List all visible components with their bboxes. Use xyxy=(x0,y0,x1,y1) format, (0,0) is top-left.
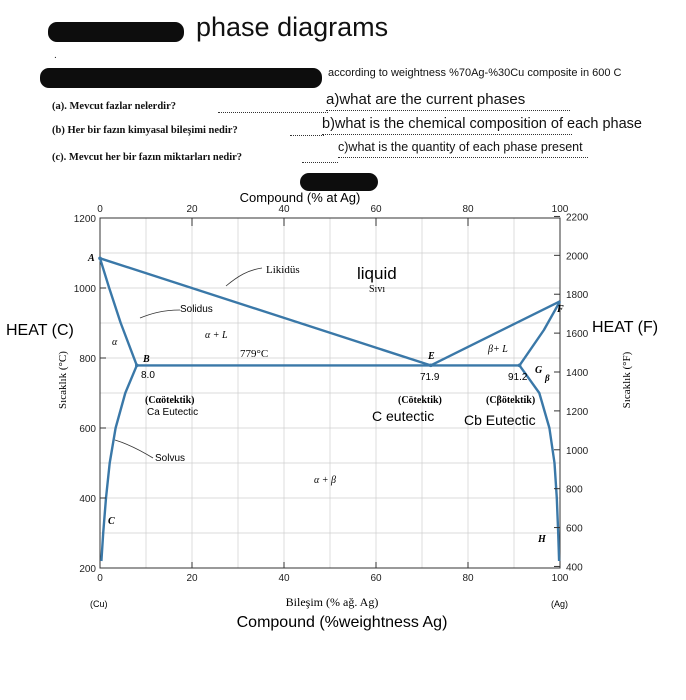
top-axis-title: Compound (% at Ag) xyxy=(239,190,361,205)
page-title: phase diagrams xyxy=(196,12,389,42)
y-tick-right-label: 800 xyxy=(566,484,583,496)
y-tick-left-label: 1200 xyxy=(73,214,96,225)
question-b-english: b)what is the chemical composition of each phase xyxy=(322,116,642,132)
composition-g-value: 91.2 xyxy=(508,372,528,383)
y-tick-left-label: 200 xyxy=(79,564,96,575)
cb-eutectic-label: Cb Eutectic xyxy=(464,412,536,428)
question-a-turkish: (a). Mevcut fazlar nelerdir? xyxy=(52,101,177,112)
point-label-c: C xyxy=(108,516,115,527)
x-tick-bottom-label: 100 xyxy=(551,573,569,584)
x-tick-top-label: 80 xyxy=(462,204,474,215)
x-tick-top-label: 100 xyxy=(551,204,569,215)
y-tick-right-label: 1800 xyxy=(566,290,589,302)
y-tick-right-label: 1200 xyxy=(566,406,589,418)
ca-eutectic-label: Ca Eutectic xyxy=(147,407,199,418)
composition-b-value: 8.0 xyxy=(141,370,155,381)
point-e-marker xyxy=(429,364,433,368)
x-axis-label-turkish: Bileşim (% ağ. Ag) xyxy=(285,595,379,609)
c-beta-eutectic-label: (Cβötektik) xyxy=(486,395,536,406)
solvus-leader xyxy=(115,440,153,458)
point-a-marker xyxy=(98,256,102,260)
solvus-label: Solvus xyxy=(155,453,186,464)
question-c-turkish: (c). Mevcut her bir fazın miktarları nedir? xyxy=(52,152,243,163)
x-tick-bottom-label: 80 xyxy=(462,573,474,584)
c-alpha-eutectic-label: (Cαötektik) xyxy=(145,395,195,406)
y-tick-right-label: 600 xyxy=(566,523,583,535)
question-a-english: a)what are the current phases xyxy=(326,91,526,108)
heat-fahrenheit-label: HEAT (F) xyxy=(592,319,659,336)
y-tick-right-label: 1400 xyxy=(566,368,589,379)
y-tick-left-label: 400 xyxy=(79,494,96,505)
point-label-g: G xyxy=(535,365,543,376)
x-tick-top-label: 40 xyxy=(278,204,290,215)
x-tick-bottom-label: 0 xyxy=(97,573,103,584)
x-tick-top-label: 20 xyxy=(186,204,198,215)
point-g-marker xyxy=(518,364,522,368)
x-axis-label-english: Compound (%weightness Ag) xyxy=(236,614,448,631)
point-label-a: A xyxy=(88,253,95,264)
liquidus-leader xyxy=(226,268,262,286)
y-tick-left-label: 800 xyxy=(79,354,96,365)
x-tick-bottom-label: 60 xyxy=(370,573,382,584)
y-tick-right-label: 400 xyxy=(566,562,583,574)
problem-note: according to weightness %70Ag-%30Cu composite in 600 C xyxy=(328,67,622,79)
small-dot: . xyxy=(54,50,57,61)
beta-region-label: β xyxy=(545,373,550,383)
alpha-region-label: α xyxy=(112,337,118,348)
point-label-h: H xyxy=(538,534,546,545)
x-tick-top-label: 0 xyxy=(97,204,103,215)
alpha-beta-label: α + β xyxy=(314,475,336,486)
c-eutectic-label: (Cötektik) xyxy=(398,395,442,406)
point-label-f: F xyxy=(557,304,564,315)
x-tick-bottom-label: 40 xyxy=(278,573,290,584)
y-tick-right-label: 2200 xyxy=(566,212,589,224)
heat-celsius-label: HEAT (C) xyxy=(6,322,74,339)
liquidus-label: Likidüs xyxy=(266,264,300,276)
liquid-label-turkish: Sıvı xyxy=(369,284,386,295)
x-tick-bottom-label: 20 xyxy=(186,573,198,584)
point-b-marker xyxy=(135,364,139,368)
composition-e-value: 71.9 xyxy=(420,372,440,383)
question-c-english: c)what is the quantity of each phase present xyxy=(338,140,583,154)
point-label-e: E xyxy=(428,351,435,362)
y-tick-right-label: 1600 xyxy=(566,329,589,341)
liquid-label-english: liquid xyxy=(357,264,397,283)
y-tick-right-label: 2000 xyxy=(566,251,589,263)
y-axis-label-left: Sıcaklık (°C) xyxy=(57,351,69,409)
x-end-label-cu: (Cu) xyxy=(90,599,108,609)
y-axis-label-right: Sıcaklık (°F) xyxy=(621,351,633,409)
beta-liquid-label: β+ L xyxy=(488,344,508,355)
y-tick-right-label: 1000 xyxy=(566,445,589,457)
question-b-turkish: (b) Her bir fazın kimyasal bileşimi nedir? xyxy=(52,125,238,136)
y-tick-left-label: 600 xyxy=(79,424,96,435)
alpha-liquid-label: α + L xyxy=(205,330,228,341)
y-tick-left-label: 1000 xyxy=(73,284,96,295)
point-label-b: B xyxy=(143,354,150,365)
eutectic-temperature-label: 779°C xyxy=(240,348,269,360)
solidus-label: Solidus xyxy=(180,304,213,315)
phase-boundary-solidus-alpha xyxy=(100,258,137,365)
x-end-label-ag: (Ag) xyxy=(551,599,569,609)
x-tick-top-label: 60 xyxy=(370,204,382,215)
c-eutectic-english-label: C eutectic xyxy=(372,408,435,424)
